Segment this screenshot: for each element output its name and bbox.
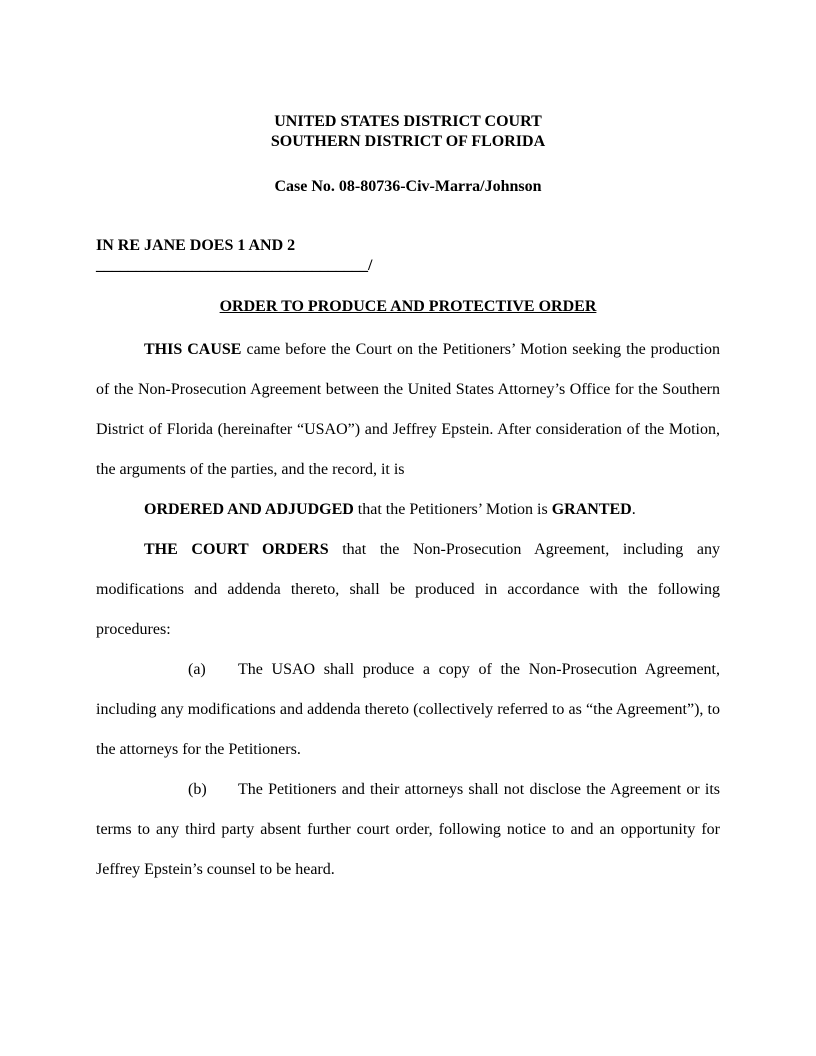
case-caption xyxy=(96,236,720,276)
paragraph-this-cause-lead: THIS CAUSE xyxy=(144,341,242,358)
order-item-a xyxy=(96,650,720,770)
paragraph-ordered-adjudged xyxy=(96,490,720,530)
party-name: IN RE JANE DOES 1 AND 2 xyxy=(96,237,296,254)
order-body xyxy=(96,330,720,890)
paragraph-ordered-period: . xyxy=(631,501,636,518)
paragraph-this-cause xyxy=(96,330,720,490)
paragraph-court-orders xyxy=(96,530,720,650)
order-item-b-label: (b) xyxy=(188,781,207,798)
case-number: Case No. 08-80736-Civ-Marra/Johnson xyxy=(274,178,542,195)
order-item-a-label: (a) xyxy=(188,661,206,678)
paragraph-ordered-mid: that the Petitioners’ Motion is xyxy=(353,501,552,518)
court-name-line1: UNITED STATES DISTRICT COURT xyxy=(274,113,542,130)
paragraph-this-cause-text: came before the Court on the Petitioners’ Motion seeking the production of the Non-Prosecution Agreement between the United States Attorney’s Office for the Southern District of Florida (hereinafter “USAO”) and Jeffrey Epstein. After consideration of the Motion, the arguments of the parties, and the record, it is xyxy=(96,341,720,478)
paragraph-court-orders-text: that the Non-Prosecution Agreement, including any modifications and addenda thereto, shall be produced in accordance with the following procedures: xyxy=(96,541,720,638)
court-header xyxy=(96,112,720,152)
paragraph-granted-word: GRANTED xyxy=(551,501,632,518)
order-item-a-text: The USAO shall produce a copy of the Non-Prosecution Agreement, including any modifications and addenda thereto (collectively referred to as “the Agreement”), to the attorneys for the Petitioners. xyxy=(96,661,720,758)
paragraph-court-orders-lead: THE COURT ORDERS xyxy=(144,541,329,558)
caption-separator-line: __________________________________/ xyxy=(96,257,373,274)
court-name-line2: SOUTHERN DISTRICT OF FLORIDA xyxy=(270,133,546,150)
document-title xyxy=(96,296,720,318)
document-title-text: ORDER TO PRODUCE AND PROTECTIVE ORDER xyxy=(219,298,597,315)
order-item-b-text: The Petitioners and their attorneys shall not disclose the Agreement or its terms to any third party absent further court order, following notice to and an opportunity for Jeffrey Epstein’s counsel to be heard. xyxy=(96,781,720,878)
paragraph-ordered-lead: ORDERED AND ADJUDGED xyxy=(144,501,354,518)
order-item-b xyxy=(96,770,720,890)
